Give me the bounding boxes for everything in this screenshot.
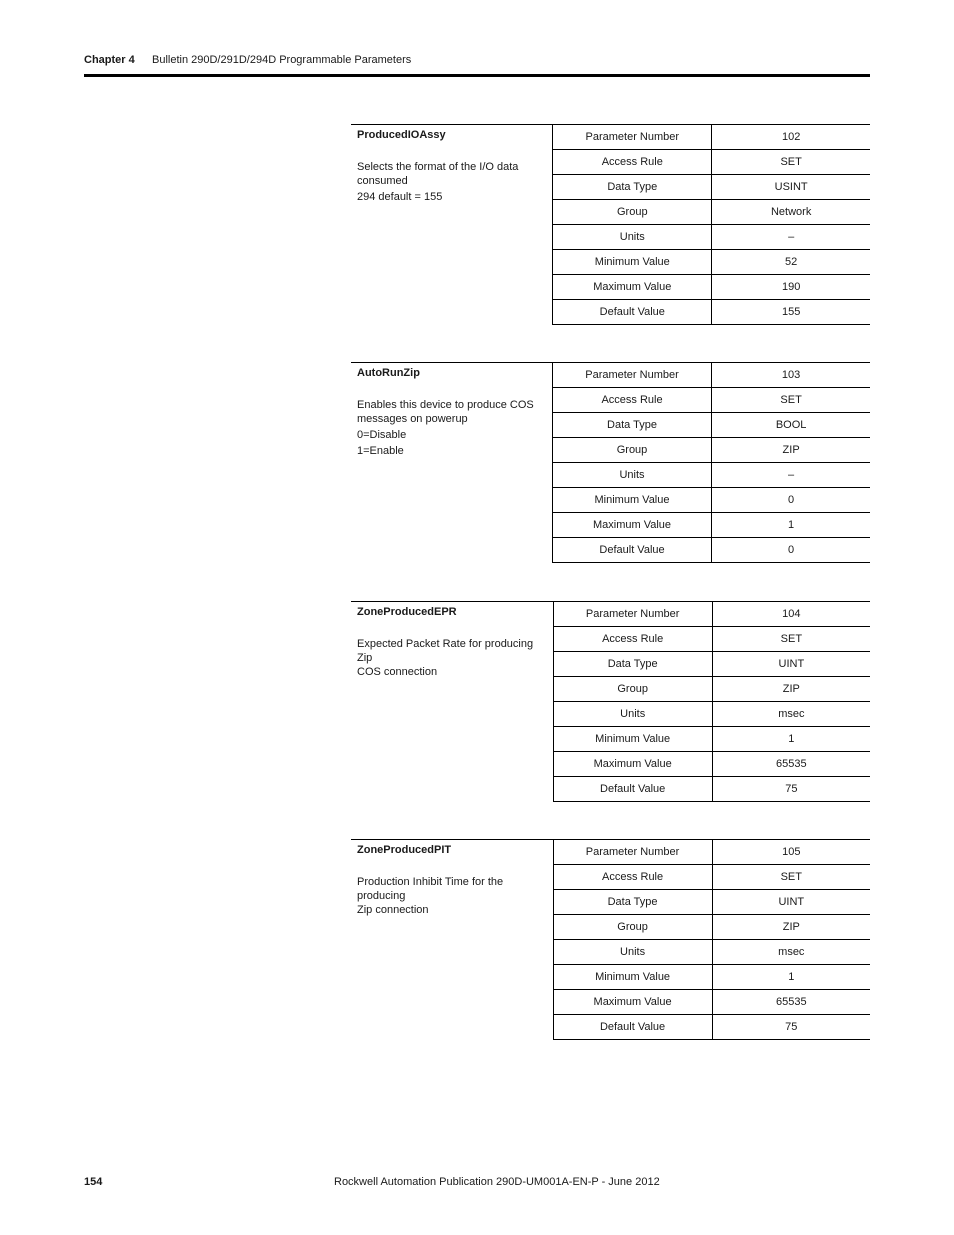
attribute-label: Group [552,438,711,463]
attribute-value: SET [712,865,870,890]
attribute-value: UINT [712,890,870,915]
attribute-label: Default Value [553,777,712,802]
description-line: messages on powerup [357,413,468,425]
header-rule [84,74,870,77]
attribute-value: Network [712,200,870,225]
attribute-value: msec [712,702,870,727]
attribute-value: ZIP [712,677,870,702]
attribute-label: Parameter Number [553,840,712,865]
description-line: 294 default = 155 [357,191,443,203]
parameter-description-cell [351,840,553,1040]
attribute-value: 102 [712,125,870,150]
attribute-label: Units [552,463,711,488]
attribute-value: 1 [712,965,870,990]
attribute-label: Maximum Value [553,275,712,300]
attribute-label: Units [553,225,712,250]
parameter-name: ZoneProducedPIT [357,844,452,856]
description-line: Production Inhibit Time for the producing [357,876,504,902]
attribute-value: 75 [712,1015,870,1040]
description-line: Expected Packet Rate for producing Zip [357,638,534,664]
description-line: Enables this device to produce COS [357,399,534,411]
attribute-value: UINT [712,652,870,677]
attribute-label: Units [553,940,712,965]
parameter-description-cell [351,363,552,563]
attribute-label: Data Type [552,413,711,438]
attribute-label: Minimum Value [553,727,712,752]
description-line: consumed [357,175,408,187]
attribute-label: Parameter Number [553,602,712,627]
attribute-label: Access Rule [553,150,712,175]
parameter-table-produced-io-assy [351,124,870,325]
parameter-name: ZoneProducedEPR [357,606,457,618]
description-line: Zip connection [357,904,429,916]
attribute-label: Maximum Value [553,990,712,1015]
page-number: 154 [84,1176,103,1188]
attribute-label: Group [553,677,712,702]
parameter-description-cell [351,125,553,325]
description-line: 0=Disable [357,429,407,441]
attribute-value: SET [712,627,870,652]
attribute-value: 1 [712,727,870,752]
attribute-value: 52 [712,250,870,275]
attribute-value: 1 [712,513,870,538]
attribute-label: Minimum Value [553,250,712,275]
attribute-label: Default Value [553,300,712,325]
attribute-value: ZIP [712,915,870,940]
attribute-value: USINT [712,175,870,200]
attribute-label: Data Type [553,175,712,200]
attribute-value: ZIP [712,438,870,463]
description-line: COS connection [357,666,438,678]
attribute-value: 155 [712,300,870,325]
attribute-value: 0 [712,488,870,513]
parameter-table-zone-produced-pit [351,839,870,1040]
description-line: Selects the format of the I/O data [357,161,519,173]
attribute-value: 105 [712,840,870,865]
parameter-table-zone-produced-epr [351,601,870,802]
attribute-label: Access Rule [553,627,712,652]
attribute-value: 190 [712,275,870,300]
attribute-label: Maximum Value [552,513,711,538]
parameter-name: AutoRunZip [357,367,420,379]
parameter-table-auto-run-zip [351,362,870,563]
chapter-title: Bulletin 290D/291D/294D Programmable Parameters [152,54,412,66]
parameter-name: ProducedIOAssy [357,129,446,141]
attribute-label: Minimum Value [553,965,712,990]
attribute-value: 0 [712,538,870,563]
attribute-label: Minimum Value [552,488,711,513]
parameter-description-cell [351,602,553,802]
attribute-value: – [712,225,870,250]
attribute-value: msec [712,940,870,965]
attribute-value: SET [712,388,870,413]
attribute-label: Default Value [553,1015,712,1040]
attribute-value: BOOL [712,413,870,438]
attribute-label: Group [553,200,712,225]
attribute-label: Parameter Number [553,125,712,150]
attribute-label: Access Rule [552,388,711,413]
attribute-value: 65535 [712,990,870,1015]
attribute-label: Data Type [553,890,712,915]
attribute-label: Parameter Number [552,363,711,388]
description-line: 1=Enable [357,445,404,457]
attribute-value: 104 [712,602,870,627]
attribute-label: Default Value [552,538,711,563]
publication-info: Rockwell Automation Publication 290D-UM001A-EN-P - June 2012 [334,1176,660,1188]
attribute-label: Data Type [553,652,712,677]
attribute-label: Units [553,702,712,727]
page-header [84,53,870,75]
attribute-value: 65535 [712,752,870,777]
attribute-value: SET [712,150,870,175]
attribute-label: Group [553,915,712,940]
attribute-label: Maximum Value [553,752,712,777]
attribute-label: Access Rule [553,865,712,890]
attribute-value: – [712,463,870,488]
attribute-value: 75 [712,777,870,802]
attribute-value: 103 [712,363,870,388]
chapter-label: Chapter 4 [84,54,135,66]
